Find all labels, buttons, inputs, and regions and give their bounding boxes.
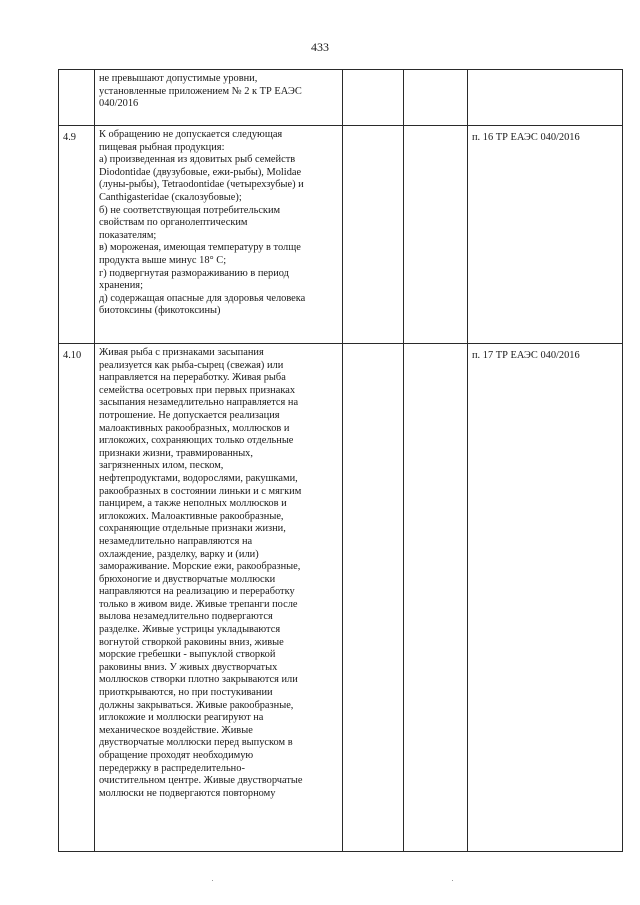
requirement-text-line: моллюсков створки плотно закрываются или bbox=[99, 674, 298, 686]
requirement-text-line: нефтепродуктами, водорослями, ракушками, bbox=[99, 472, 298, 484]
requirement-text-line: замораживание. Морские ежи, ракообразные, bbox=[99, 561, 301, 573]
requirement-text-line: хранения; bbox=[99, 280, 143, 292]
empty-cell bbox=[343, 126, 404, 344]
requirement-text-line: ракообразных в состоянии линьки и с мягким bbox=[99, 485, 302, 497]
requirement-text-line: (луны-рыбы), Tetraodontidae (четырехзубые) и bbox=[99, 179, 304, 191]
requirement-text-line: очистительном центре. Живые двустворчатые bbox=[99, 775, 303, 787]
table-row bbox=[59, 126, 623, 344]
reference-cell: п. 16 ТР ЕАЭС 040/2016 bbox=[468, 126, 623, 344]
requirement-text-line: Canthigasteridae (скалозубовые); bbox=[99, 191, 242, 203]
requirement-text-line: показателям; bbox=[99, 229, 157, 241]
empty-cell bbox=[404, 344, 468, 852]
requirement-text-line: признаки жизни, травмированных, bbox=[99, 447, 253, 459]
item-number-cell: 4.10 bbox=[59, 344, 95, 852]
requirement-text-line: направляются на реализацию и переработку bbox=[99, 586, 295, 598]
requirement-text-line: охлаждение, разделку, варку и (или) bbox=[99, 548, 259, 560]
empty-cell bbox=[343, 70, 404, 126]
requirement-text-line: Живая рыба с признаками засыпания bbox=[99, 347, 264, 358]
requirement-text-line: разделке. Живые устрицы укладываются bbox=[99, 624, 281, 636]
requirement-text-line: г) подвергнутая размораживанию в период bbox=[99, 267, 289, 279]
requirement-text-cell bbox=[95, 344, 343, 852]
requirement-text-line: только в живом виде. Живые трепанги после bbox=[99, 598, 298, 610]
requirement-text-line: панцирем, а также неполных моллюсков и bbox=[99, 498, 287, 510]
requirement-text-line: продукта выше минус 18° С; bbox=[99, 254, 227, 266]
requirement-text-line: потрошение. Не допускается реализация bbox=[99, 409, 280, 421]
scan-speck bbox=[212, 880, 213, 881]
requirement-text-line: двустворчатые моллюски перед выпуском в bbox=[99, 737, 293, 749]
requirement-text-line: свойствам по органолептическим bbox=[99, 217, 248, 229]
requirement-text-line: морские гребешки - выпуклой створкой bbox=[99, 649, 276, 661]
requirement-text-line: приоткрываются, но при постукивании bbox=[99, 687, 273, 699]
requirement-text-line: семейства осетровых при первых признаках bbox=[99, 384, 296, 396]
requirement-text-line: передержку в распределительно- bbox=[99, 762, 245, 774]
requirement-text-line: обращение проходят необходимую bbox=[99, 750, 254, 761]
requirement-text-line: сохраняющие отдельные признаки жизни, bbox=[99, 523, 286, 535]
requirement-text-line: установленные приложением № 2 к ТР ЕАЭС bbox=[99, 85, 302, 97]
reference-cell: п. 17 ТР ЕАЭС 040/2016 bbox=[468, 344, 623, 852]
item-number-cell: 4.9 bbox=[59, 126, 95, 344]
requirement-text-cell bbox=[95, 70, 343, 126]
requirement-text-line: в) мороженая, имеющая температуру в толще bbox=[99, 242, 301, 254]
requirement-text-line: моллюски не подвергаются повторному bbox=[99, 787, 276, 799]
requirement-text-line: иглокожих. Малоактивные ракообразные, bbox=[99, 510, 284, 522]
item-number-cell bbox=[59, 70, 95, 126]
page-number: 433 bbox=[311, 40, 329, 54]
requirement-text-line: пищевая рыбная продукция: bbox=[99, 141, 225, 153]
reference-cell bbox=[468, 70, 623, 126]
requirement-text-line: засыпания незамедлительно направляется на bbox=[99, 397, 299, 409]
requirement-text-line: загрязненных илом, песком, bbox=[99, 460, 224, 472]
table-row bbox=[59, 70, 623, 126]
requirement-text-line: направляется на переработку. Живая рыба bbox=[99, 372, 286, 384]
requirements-table bbox=[58, 69, 623, 852]
requirement-text-line: не превышают допустимые уровни, bbox=[99, 73, 258, 84]
requirement-text-line: иглокожие и моллюски реагируют на bbox=[99, 712, 264, 724]
empty-cell bbox=[404, 126, 468, 344]
requirement-text-line: иглокожих, сохраняющих только отдельные bbox=[99, 435, 294, 447]
scan-speck bbox=[452, 880, 453, 881]
scan-specks bbox=[0, 872, 640, 892]
requirement-text-line: реализуется как рыба-сырец (свежая) или bbox=[99, 359, 284, 371]
requirement-text-line: а) произведенная из ядовитых рыб семейств bbox=[99, 154, 296, 166]
empty-cell bbox=[404, 70, 468, 126]
requirement-text-line: д) содержащая опасные для здоровья человека bbox=[99, 292, 306, 304]
requirement-text-line: малоактивных ракообразных, моллюсков и bbox=[99, 422, 290, 434]
requirement-text-line: вогнутой створкой раковины вниз, живые bbox=[99, 636, 284, 648]
requirement-text-line: биотоксины (фикотоксины) bbox=[99, 305, 221, 317]
requirement-text-line: механическое воздействие. Живые bbox=[99, 724, 253, 736]
requirement-text-line: раковины вниз. У живых двустворчатых bbox=[99, 661, 278, 673]
empty-cell bbox=[343, 344, 404, 852]
table-body bbox=[59, 70, 623, 852]
requirement-text-line: б) не соответствующая потребительским bbox=[99, 204, 281, 216]
requirement-text-line: 040/2016 bbox=[99, 98, 139, 110]
requirement-text-line: брюхоногие и двустворчатые моллюски bbox=[99, 573, 276, 585]
requirement-text-line: Diodontidae (двузубовые, ежи-рыбы), Molidae bbox=[99, 166, 302, 178]
requirement-text-line: незамедлительно направляются на bbox=[99, 535, 253, 547]
table-row bbox=[59, 344, 623, 852]
requirement-text-cell bbox=[95, 126, 343, 344]
requirement-text-line: К обращению не допускается следующая bbox=[99, 129, 283, 140]
requirement-text-line: вылова незамедлительно подвергаются bbox=[99, 611, 273, 623]
requirement-text-line: должны закрываться. Живые ракообразные, bbox=[99, 699, 294, 711]
